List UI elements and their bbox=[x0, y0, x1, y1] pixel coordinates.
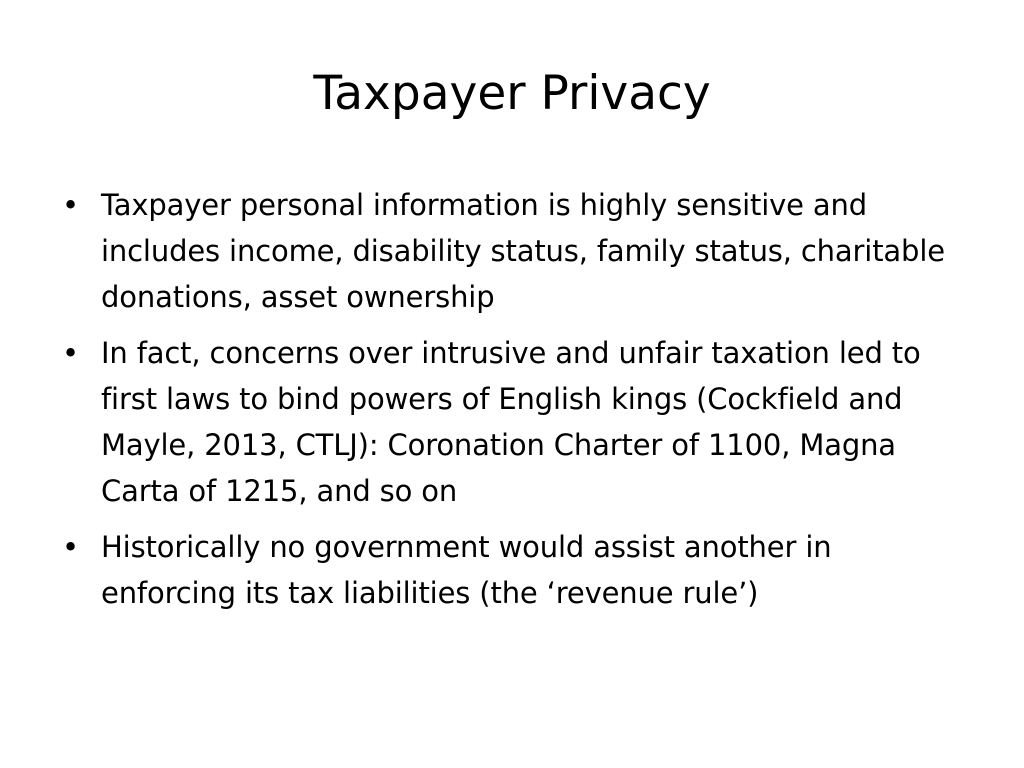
slide-title: Taxpayer Privacy bbox=[313, 66, 711, 121]
bullet-text: Historically no government would assist another in enforcing its tax liabilities (the ‘revenue rule’) bbox=[101, 530, 832, 610]
bullet-item bbox=[60, 330, 970, 514]
bullet-item bbox=[60, 182, 970, 320]
bullet-dot-icon: • bbox=[62, 336, 79, 370]
bullet-text: Taxpayer personal information is highly sensitive and includes income, disability status, family status, charitable donations, asset ownership bbox=[101, 188, 945, 314]
bullet-list bbox=[60, 182, 970, 626]
bullet-dot-icon: • bbox=[62, 188, 79, 222]
bullet-dot-icon: • bbox=[62, 530, 79, 564]
bullet-item bbox=[60, 524, 970, 616]
bullet-text: In fact, concerns over intrusive and unfair taxation led to first laws to bind powers of English kings (Cockfield and Mayle, 2013, CTLJ): Coronation Charter of 1100, Magna Carta of 1215, and so on bbox=[101, 336, 921, 508]
